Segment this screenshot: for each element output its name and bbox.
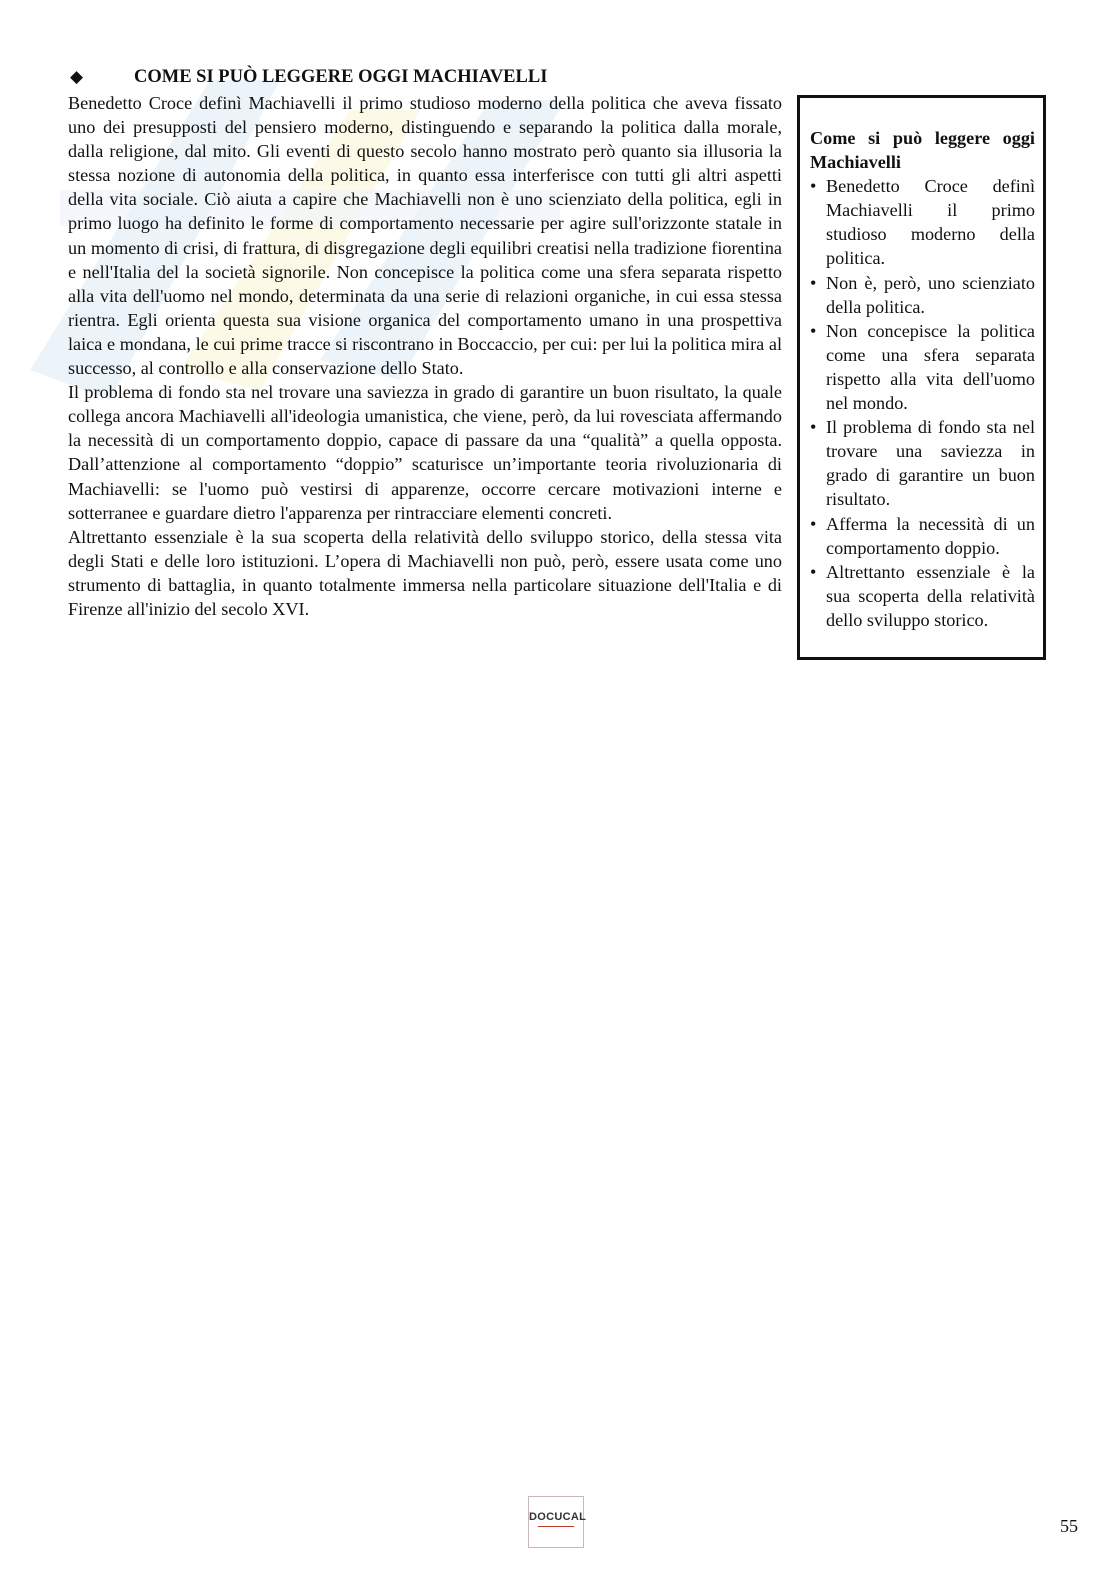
- summary-item-2: • Non è, però, uno scienziato della politica.: [810, 271, 1035, 319]
- footer-logo: [528, 1496, 587, 1548]
- section-heading: [70, 67, 547, 88]
- summary-sidebar-box: [797, 95, 1046, 660]
- summary-item-1: • Benedetto Croce definì Machiavelli il primo studioso moderno della politica.: [810, 174, 1035, 270]
- section-heading-title: COME SI PUÒ LEGGERE OGGI MACHIAVELLI: [134, 67, 548, 87]
- body-paragraph-2: Il problema di fondo sta nel trovare una saviezza in grado di garantire un buon risultato, la quale collega ancora Machiavelli all'ideologia umanistica, che viene, però, da lui rovesciata affermando la necessità di un comportamento doppio, capace di passare da una “qualità” a quella opposta. Dall’attenzione al comportamento “doppio” scaturisce un’importante teoria rivoluzionaria di Machiavelli: se l'uomo può vestirsi di apparenze, occorre cercare motivazioni interne e sotterranee e guardare dietro l'apparenza per rintracciare elementi concreti.: [68, 382, 782, 523]
- summary-item-5: • Afferma la necessità di un comportamento doppio.: [810, 512, 1035, 560]
- body-text: [68, 91, 782, 621]
- summary-list: [810, 174, 1035, 632]
- summary-item-6: • Altrettanto essenziale è la sua scoperta della relatività dello sviluppo storico.: [810, 560, 1035, 632]
- summary-item-3: • Non concepisce la politica come una sfera separata rispetto alla vita dell'uomo nel mondo.: [810, 319, 1035, 415]
- page-number: 55: [1060, 1516, 1078, 1536]
- summary-item-4: • Il problema di fondo sta nel trovare una saviezza in grado di garantire un buon risultato.: [810, 415, 1035, 511]
- body-paragraph-3: Altrettanto essenziale è la sua scoperta della relatività dello sviluppo storico, della stessa vita degli Stati e delle loro istituzioni. L’opera di Machiavelli non può, però, essere usata come uno strumento di battaglia, in quanto totalmente immersa nella particolare situazione dell'Italia e di Firenze all'inizio del secolo XVI.: [68, 526, 782, 619]
- footer-logo-accent-line: [538, 1526, 574, 1527]
- diamond-bullet-icon: ◆: [70, 67, 84, 86]
- footer-logo-text: DOCUCAL: [529, 1511, 587, 1523]
- summary-title: Come si può leggere oggi Machiavelli: [810, 128, 1035, 173]
- body-paragraph-1: Benedetto Croce definì Machiavelli il primo studioso moderno della politica che aveva fissato uno dei presupposti del pensiero moderno, distinguendo e separando la politica dalla morale, dalla religione, dal mito. Gli eventi di questo secolo hanno mostrato però quanto sia illusoria la stessa nozione di autonomia della politica, in quanto essa interferisce con tutti gli altri aspetti della vita sociale. Ciò aiuta a capire che Machiavelli non è uno scienziato della politica, egli in primo luogo ha definito le forme di comportamento necessarie per agire sull'orizzonte statale in un momento di crisi, di frattura, di disgregazione degli equilibri creatisi nella tradizione fiorentina e nell'Italia del la società signorile. Non concepisce la politica come una sfera separata rispetto alla vita dell'uomo nel mondo, determinata da una serie di relazioni organiche, in cui essa stessa rientra. Egli orienta questa sua visione organica del comportamento umano in una prospettiva laica e mondana, le cui prime tracce si riscontrano in Boccaccio, per cui: per lui la politica mira al successo, al controllo e alla conservazione dello Stato.: [68, 93, 782, 379]
